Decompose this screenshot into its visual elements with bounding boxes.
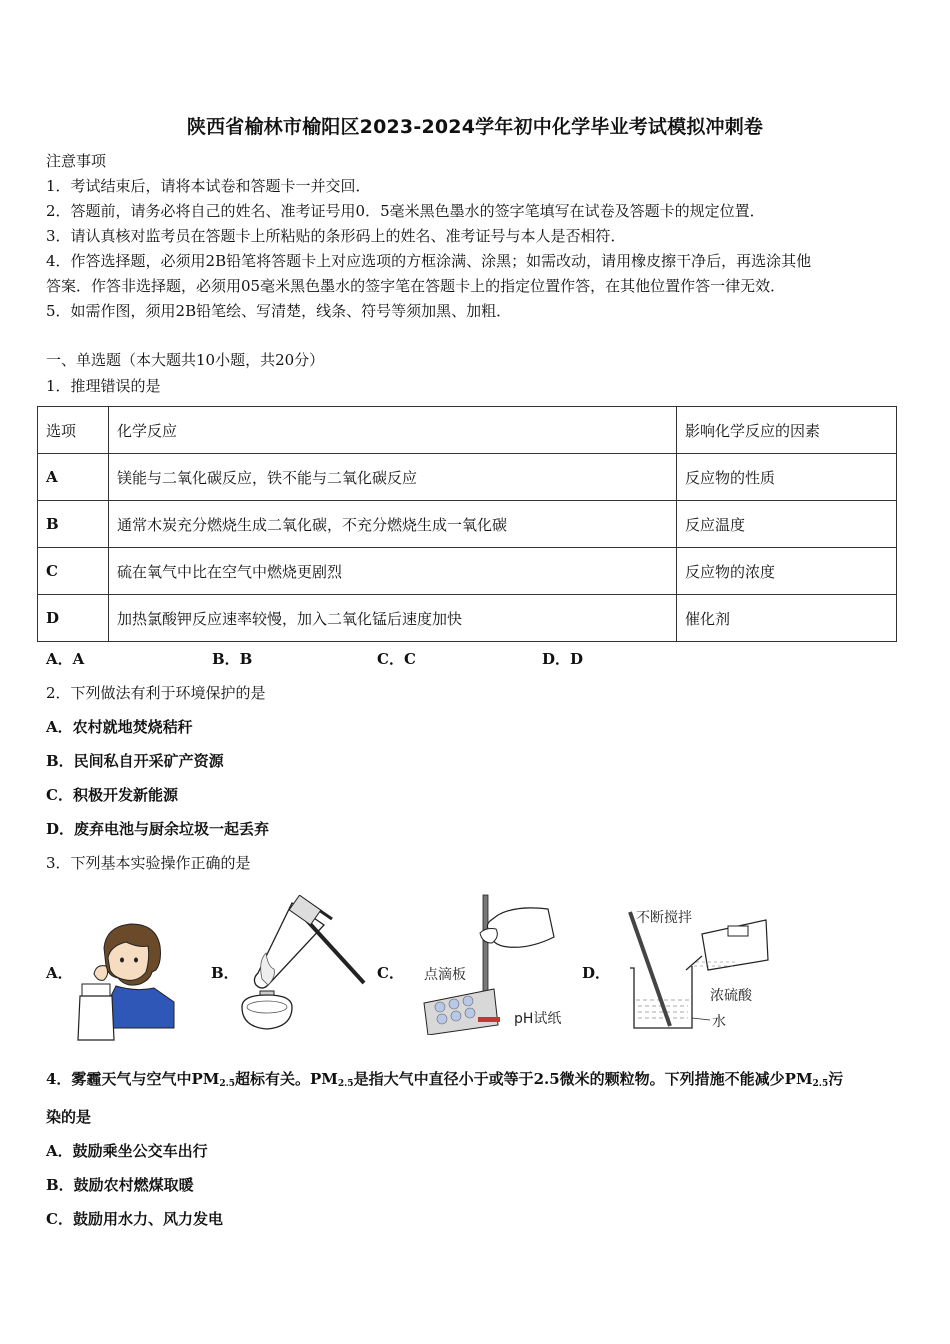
q1-option-a: A．A bbox=[46, 650, 85, 668]
page-title: 陕西省榆林市榆阳区2023-2024学年初中化学毕业考试模拟冲刺卷 bbox=[186, 116, 764, 138]
notice-item: 5．如需作图，须用2B铅笔绘、写清楚，线条、符号等须加黑、加粗． bbox=[46, 302, 512, 320]
table-cell: 镁能与二氧化碳反应，铁不能与二氧化碳反应 bbox=[109, 454, 677, 501]
notice-item: 3．请认真核对监考员在答题卡上所粘贴的条形码上的姓名、准考证号与本人是否相符． bbox=[46, 227, 626, 245]
notice-item: 2．答题前，请务必将自己的姓名、准考证号用0．5毫米黑色墨水的签字笔填写在试卷及答题卡的规定位置． bbox=[46, 202, 765, 220]
ph-test-figure bbox=[420, 893, 570, 1035]
notice-item: 4．作答选择题，必须用2B铅笔将答题卡上对应选项的方框涂满、涂黑；如需改动，请用橡皮擦干净后，再选涂其他 bbox=[46, 252, 812, 270]
notice-item: 1．考试结束后，请将本试卷和答题卡一并交回． bbox=[46, 177, 371, 195]
table-header: 化学反应 bbox=[109, 407, 677, 454]
q4-stem-part: 4．雾霾天气与空气中PM bbox=[46, 1070, 220, 1088]
q3-stem: 3．下列基本实验操作正确的是 bbox=[46, 854, 251, 872]
q4-stem-part: 是指大气中直径小于或等于2.5微米的颗粒物。下列措施不能减少PM bbox=[353, 1070, 813, 1088]
dilute-sulfuric-acid-figure bbox=[616, 900, 782, 1036]
q3-label-b: B． bbox=[211, 964, 239, 982]
table-cell: 通常木炭充分燃烧生成二氧化碳，不充分燃烧生成一氧化碳 bbox=[109, 501, 677, 548]
q4-option-c: C．鼓励用水力、风力发电 bbox=[46, 1210, 223, 1228]
ph-paper-label: pH试纸 bbox=[514, 1011, 562, 1027]
q2-stem: 2．下列做法有利于环境保护的是 bbox=[46, 684, 266, 702]
q1-option-d: D．D bbox=[542, 650, 584, 668]
q2-option-b: B．民间私自开采矿产资源 bbox=[46, 752, 224, 770]
stir-label: 不断搅拌 bbox=[636, 910, 692, 926]
q3-label-a: A． bbox=[46, 964, 73, 982]
ph-plate-label: 点滴板 bbox=[424, 967, 466, 983]
table-cell: 催化剂 bbox=[677, 595, 897, 642]
table-header-row bbox=[38, 407, 897, 454]
table-cell: D bbox=[38, 595, 109, 642]
table-header: 影响化学反应的因素 bbox=[677, 407, 897, 454]
table-cell: 反应物的性质 bbox=[677, 454, 897, 501]
table-cell: 加热氯酸钾反应速率较慢，加入二氧化锰后速度加快 bbox=[109, 595, 677, 642]
q2-option-a: A．农村就地焚烧秸秆 bbox=[46, 718, 193, 736]
q4-stem-part: 污 bbox=[828, 1070, 844, 1088]
table-header: 选项 bbox=[38, 407, 109, 454]
notice-heading: 注意事项 bbox=[46, 152, 107, 170]
q1-stem: 1．推理错误的是 bbox=[46, 377, 161, 395]
q1-option-c: C．C bbox=[377, 650, 416, 668]
q3-label-c: C． bbox=[377, 964, 404, 982]
q1-option-b: B．B bbox=[212, 650, 253, 668]
table-cell: C bbox=[38, 548, 109, 595]
q4-option-a: A．鼓励乘坐公交车出行 bbox=[46, 1142, 208, 1160]
table-cell: 反应温度 bbox=[677, 501, 897, 548]
pm-subscript: 2.5 bbox=[337, 1079, 354, 1089]
notice-item: 答案．作答非选择题，必须用05毫米黑色墨水的签字笔在答题卡上的指定位置作答，在其他位置作答一律无效． bbox=[46, 277, 786, 295]
q4-stem-line2: 染的是 bbox=[46, 1108, 92, 1126]
section-heading: 一、单选题（本大题共10小题，共20分） bbox=[46, 351, 325, 369]
q4-stem-line1 bbox=[46, 1069, 843, 1092]
pm-subscript: 2.5 bbox=[219, 1079, 235, 1089]
q3-label-d: D． bbox=[582, 964, 611, 982]
table-row bbox=[38, 501, 897, 548]
table-row bbox=[38, 548, 897, 595]
table-cell: A bbox=[38, 454, 109, 501]
heating-test-tube-figure bbox=[232, 895, 372, 1035]
table-row bbox=[38, 454, 897, 501]
table-cell: B bbox=[38, 501, 109, 548]
q1-table bbox=[37, 406, 897, 642]
water-label: 水 bbox=[712, 1014, 726, 1030]
acid-label: 浓硫酸 bbox=[710, 988, 752, 1004]
q2-option-c: C．积极开发新能源 bbox=[46, 786, 178, 804]
pm-subscript: 2.5 bbox=[812, 1079, 829, 1089]
table-cell: 硫在氧气中比在空气中燃烧更剧烈 bbox=[109, 548, 677, 595]
q4-stem-part: 超标有关。PM bbox=[235, 1070, 338, 1088]
q2-option-d: D．废弃电池与厨余垃圾一起丢弃 bbox=[46, 820, 270, 838]
smelling-gas-figure bbox=[76, 918, 176, 1042]
table-cell: 反应物的浓度 bbox=[677, 548, 897, 595]
table-row bbox=[38, 595, 897, 642]
q4-option-b: B．鼓励农村燃煤取暖 bbox=[46, 1176, 194, 1194]
